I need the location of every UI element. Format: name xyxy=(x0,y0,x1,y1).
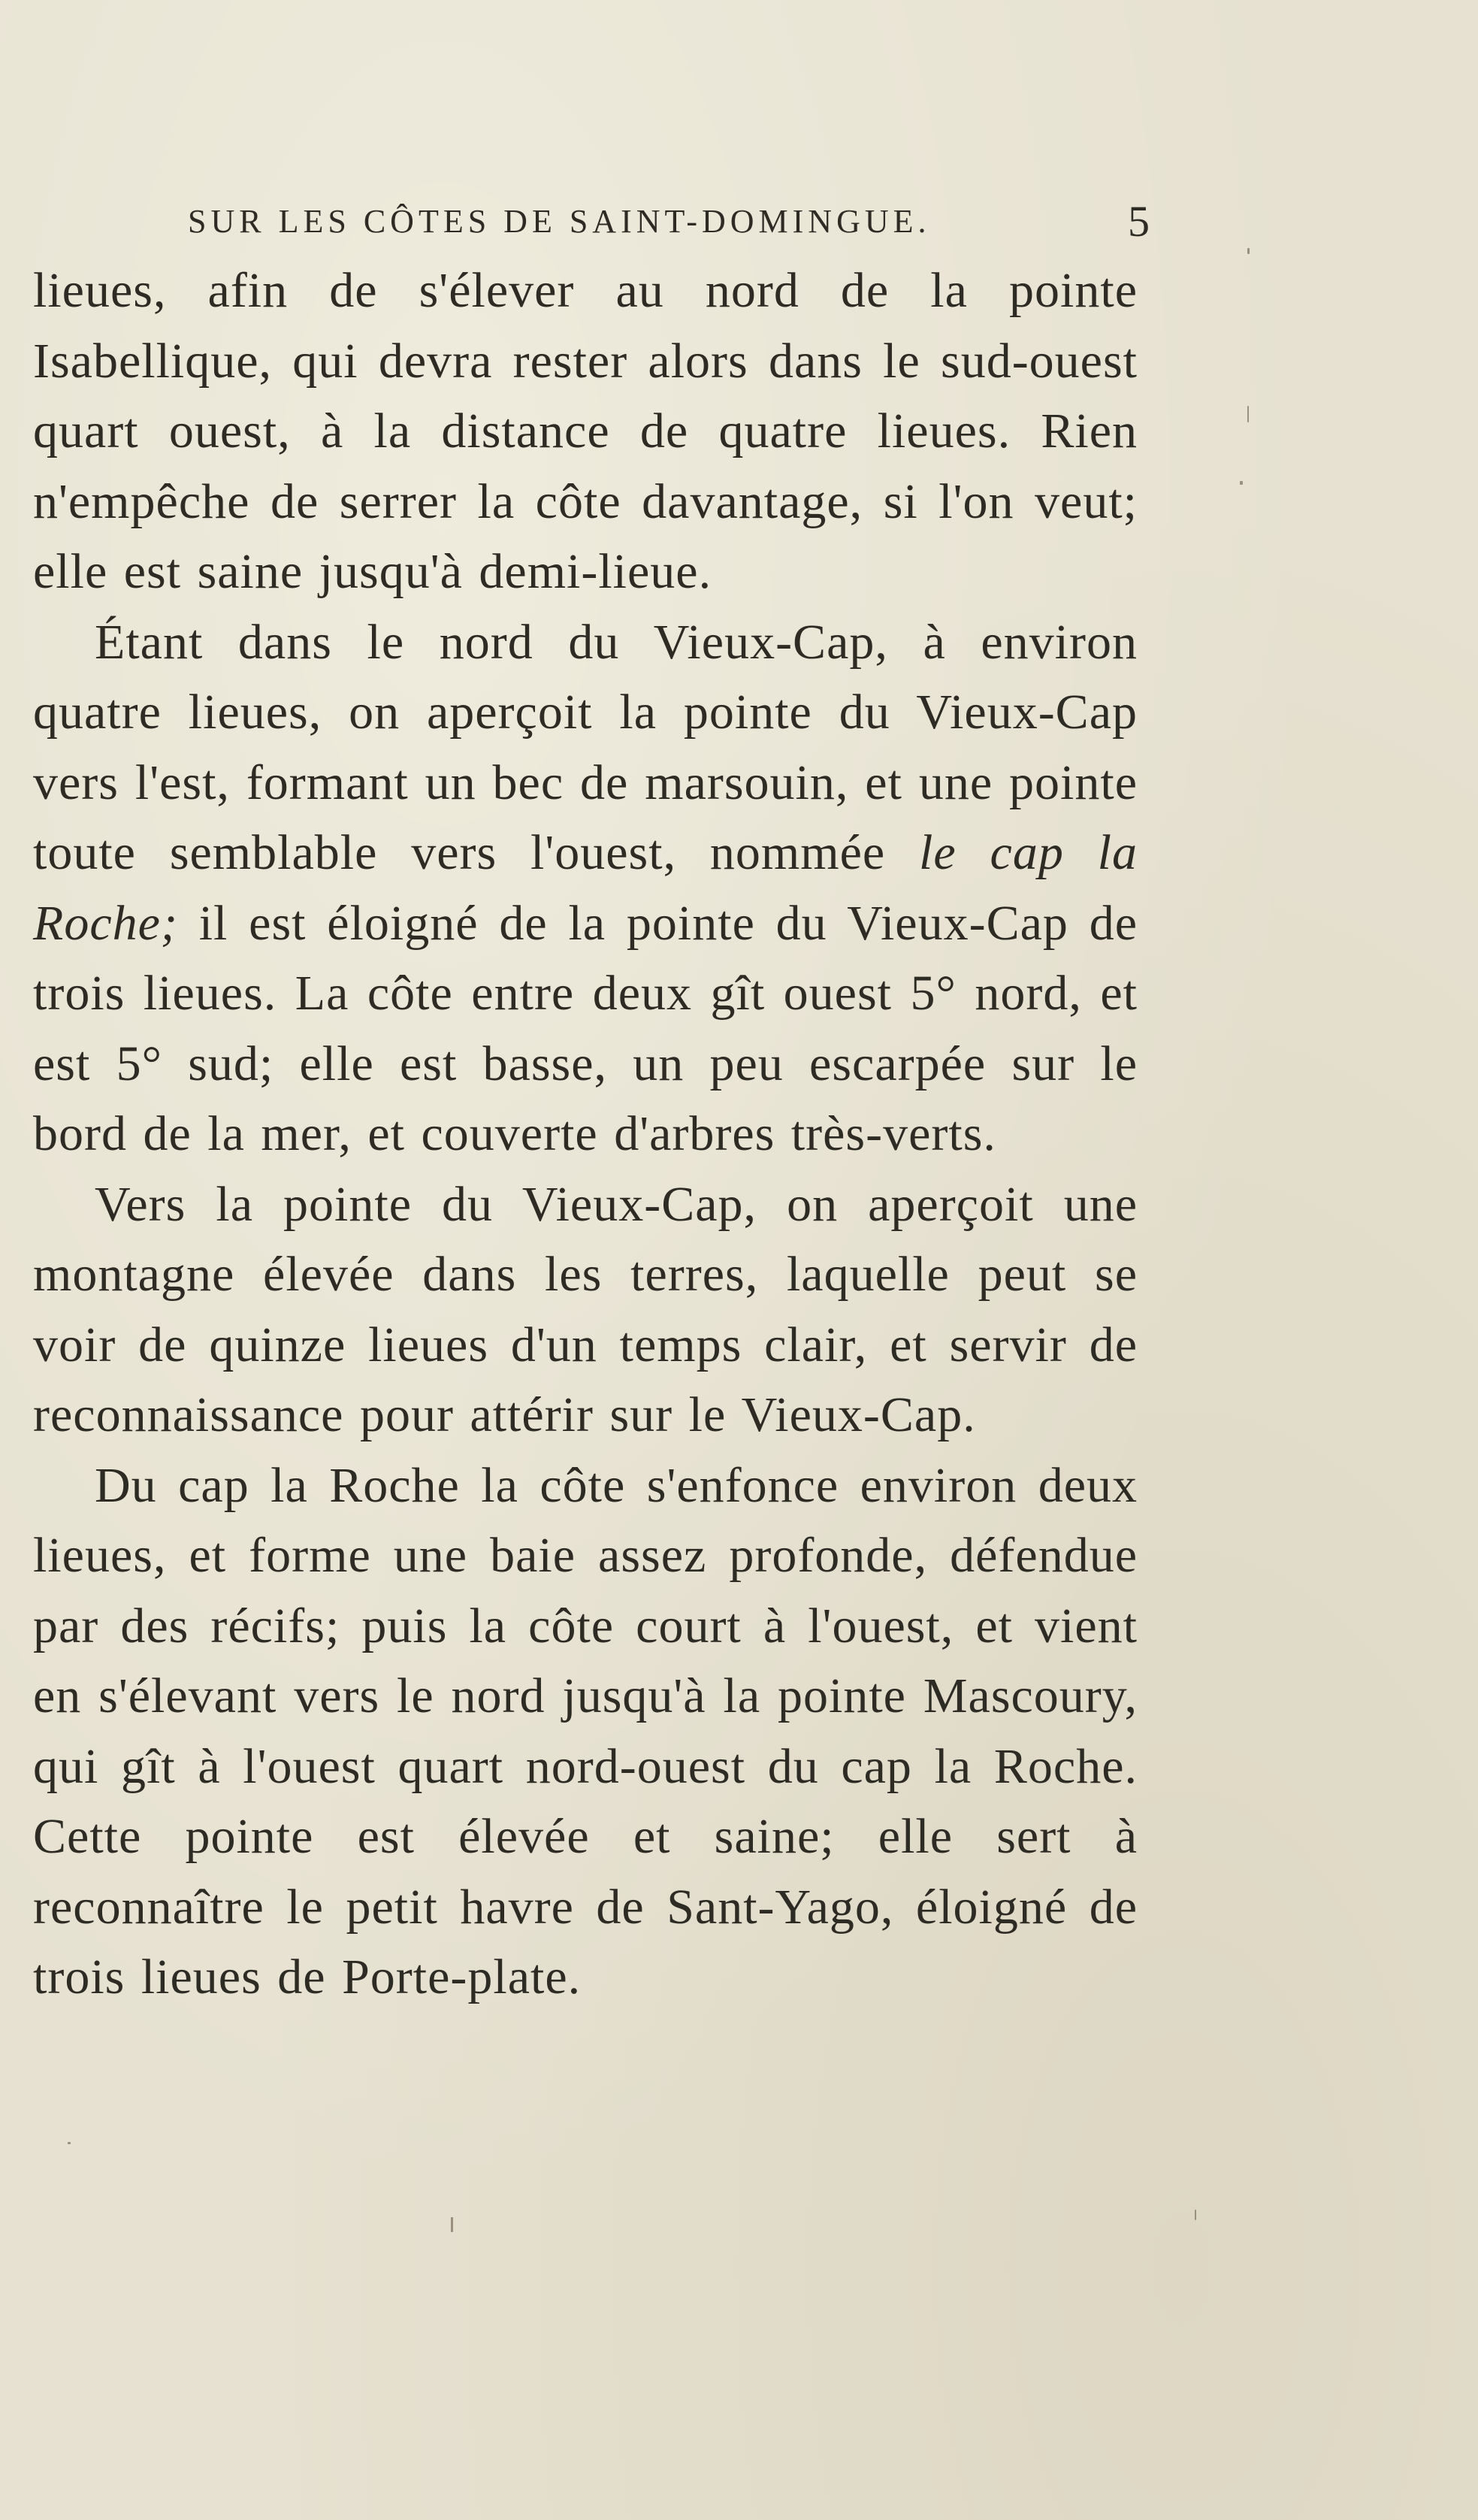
paper-speck xyxy=(1247,248,1250,254)
paragraph: Vers la pointe du Vieux-Cap, on aperçoit une montagne élevée dans les terres, laquelle peut se voir de quinze lieues d'un temps clair, et servir de reconnaissance pour attérir sur le Vieux-Cap. xyxy=(33,1176,1138,1442)
paper-speck xyxy=(451,2217,453,2232)
page-number: 5 xyxy=(1128,197,1150,246)
paragraph xyxy=(33,607,1138,1169)
paper-speck xyxy=(1195,2210,1196,2220)
paragraph-text: il est éloigné de la pointe du Vieux-Cap de trois lieues. La côte entre deux gît ouest 5° nord, et est 5° sud; elle est basse, un peu escarpée sur le bord de la mer, et couverte d'arbres très-verts. xyxy=(33,895,1138,1161)
paragraph: Du cap la Roche la côte s'enfonce environ deux lieues, et forme une baie assez profonde, défendue par des récifs; puis la côte court à l'ouest, et vient en s'élevant vers le nord jusqu'à la pointe Mascoury, qui gît à l'ouest quart nord-ouest du cap la Roche. Cette pointe est élevée et saine; elle sert à reconnaître le petit havre de Sant-Yago, éloigné de trois lieues de Porte-plate. xyxy=(33,1457,1138,2004)
page-header xyxy=(188,192,1150,252)
italic-place-name: le cap la Roche; xyxy=(33,825,1138,951)
body-text xyxy=(33,256,1138,2013)
paper-speck xyxy=(1240,481,1243,485)
running-head: SUR LES CÔTES DE SAINT-DOMINGUE. xyxy=(188,203,931,240)
paragraph: lieues, afin de s'élever au nord de la pointe Isabellique, qui devra rester alors dans le sud-ouest quart ouest, à la distance de quatre lieues. Rien n'empêche de serrer la côte davantage, si l'on veut; elle est saine jusqu'à demi-lieue. xyxy=(33,263,1138,599)
paper-speck xyxy=(1247,406,1249,422)
paragraph-text: Étant dans le nord du Vieux-Cap, à environ quatre lieues, on aperçoit la pointe du Vieux-Cap vers l'est, formant un bec de marsouin, et une pointe toute semblable vers l'ouest, nommée xyxy=(33,614,1138,880)
paper-speck xyxy=(68,2142,71,2144)
